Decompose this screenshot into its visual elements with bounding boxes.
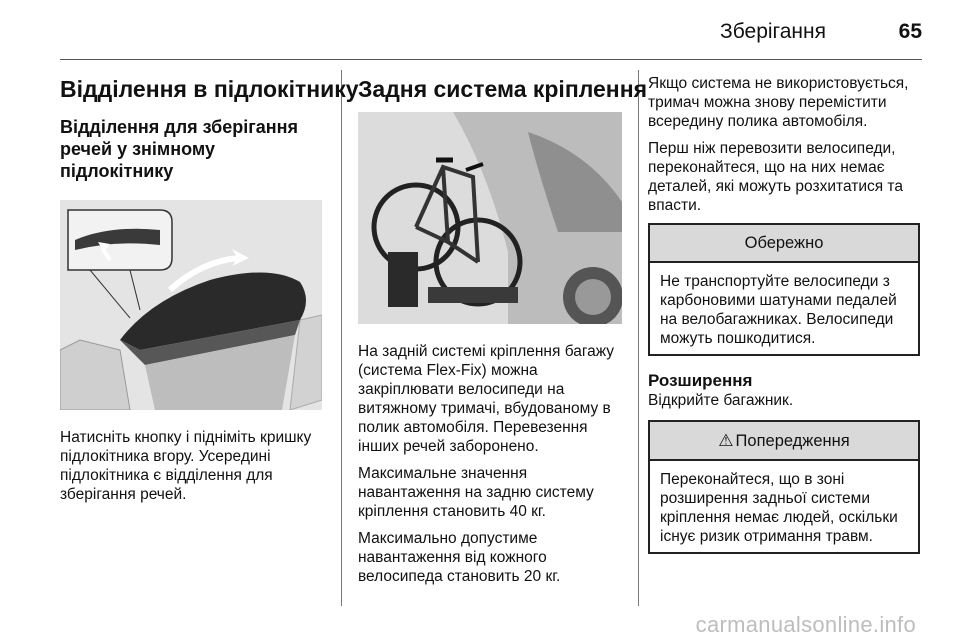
rear-carrier-heading: Задня система кріплення	[358, 76, 648, 102]
rear-carrier-description: На задній системі кріплення багажу (система Flex-Fix) можна закріплювати велосипеди на витяжному тримачі, вбудованому в полик автомобіля. Перевезення інших речей заборонено.	[358, 343, 615, 455]
warning-title: Попередження	[735, 432, 850, 450]
page-section-title: Зберігання	[720, 20, 826, 43]
column-divider-1	[341, 70, 342, 606]
armrest-heading: Відділення в підлокітнику	[60, 76, 359, 102]
armrest-illustration	[60, 200, 322, 410]
watermark: carmanualsonline.info	[695, 612, 916, 637]
extension-text: Відкрийте багажник.	[648, 392, 794, 409]
caution-title: Обережно	[650, 225, 918, 263]
column-divider-2	[638, 70, 639, 606]
page-number: 65	[898, 20, 922, 43]
column-armrest	[60, 74, 359, 512]
rear-carrier-max-per-bike: Максимально допустиме навантаження від кожного велосипеда становить 20 кг.	[358, 530, 561, 585]
column-carrier-notes	[648, 74, 920, 568]
extension-heading: Розширення	[648, 371, 753, 390]
carrier-check-note: Перш ніж перевозити велосипеди, переконайтеся, що на них немає деталей, які можуть розхитатися та впасти.	[648, 140, 903, 214]
rear-carrier-max-load: Максимальне значення навантаження на задню систему кріплення становить 40 кг.	[358, 465, 594, 520]
warning-box	[648, 420, 920, 554]
carrier-storage-note: Якщо система не використовується, тримач можна знову перемістити всередину полика автомобіля.	[648, 75, 909, 130]
caution-box	[648, 223, 920, 356]
column-rear-carrier	[358, 74, 648, 594]
bike-carrier-illustration	[358, 112, 622, 324]
armrest-instructions: Натисніть кнопку і підніміть кришку підлокітника вгору. Усередині підлокітника є відділення для зберігання речей.	[60, 429, 312, 503]
armrest-subheading: Відділення для зберігання речей у знімному підлокітнику	[60, 117, 299, 181]
warning-header	[650, 422, 918, 461]
caution-body: Не транспортуйте велосипеди з карбоновими шатунами педалей на велобагажниках. Велосипеди можуть пошкодитися.	[660, 273, 897, 347]
page-header	[60, 14, 922, 58]
warning-triangle-icon: ⚠	[718, 431, 734, 450]
header-rule	[60, 59, 922, 60]
warning-body: Переконайтеся, що в зоні розширення задньої системи кріплення немає людей, оскільки існує ризик отримання травм.	[660, 471, 898, 545]
